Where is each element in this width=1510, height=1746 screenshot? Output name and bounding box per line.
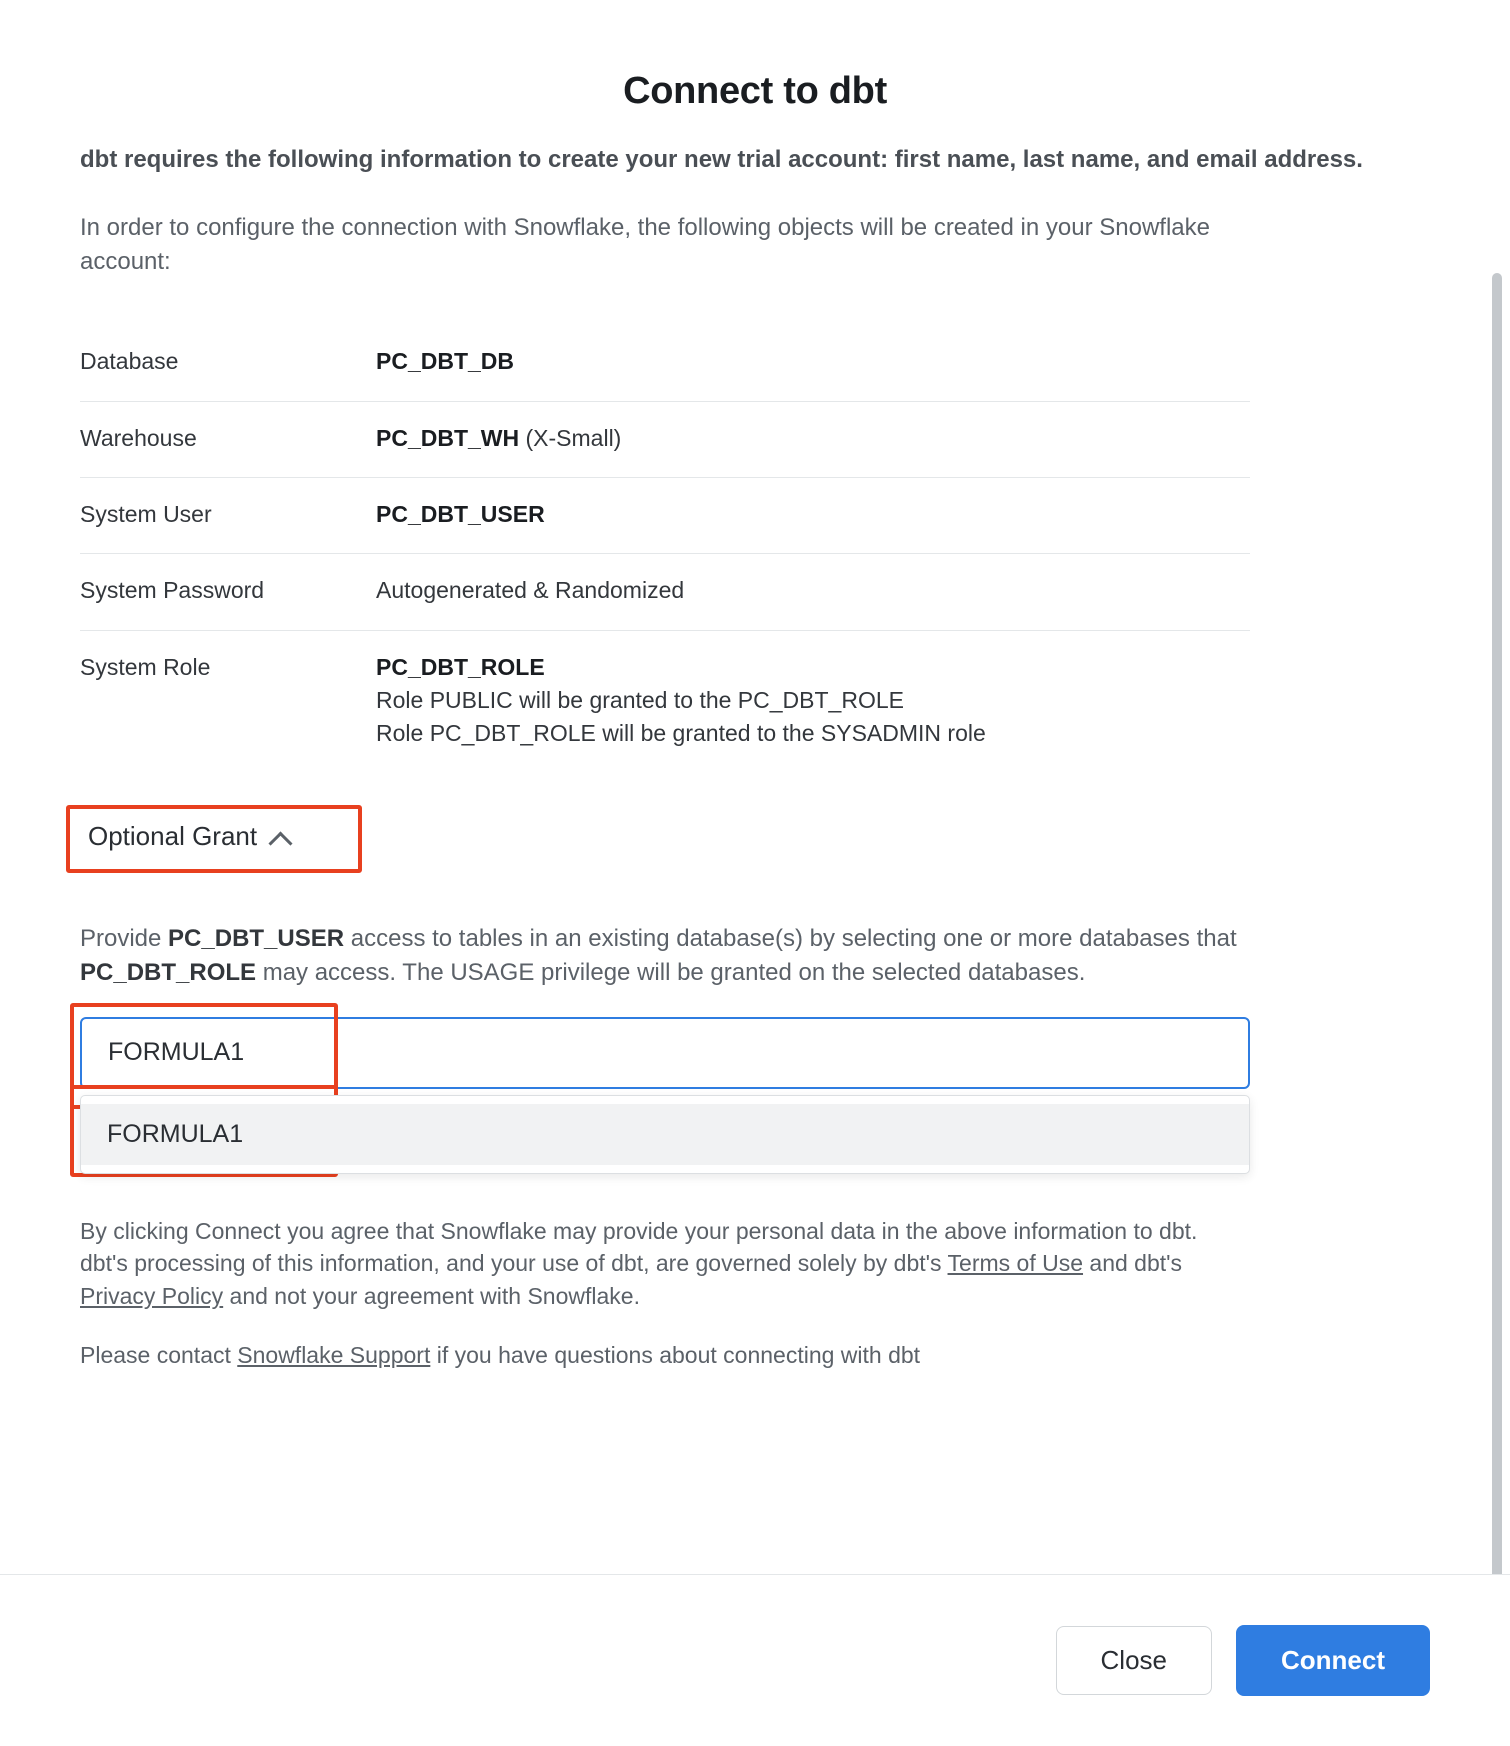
database-select-value: FORMULA1 (108, 1038, 245, 1067)
optional-grant-section (78, 811, 305, 862)
grant-desc-part1: Provide (80, 924, 169, 952)
grant-desc-role: PC_DBT_ROLE (80, 959, 257, 987)
objects-table (80, 325, 1250, 772)
table-row (80, 630, 1250, 773)
intro-requirements: dbt requires the following information to create your new trial account: first name, last name, and email address. (80, 146, 1363, 173)
connect-button[interactable]: Connect (1236, 1625, 1430, 1696)
dialog-footer (0, 1574, 1510, 1746)
legal-line2-pre: Please contact (80, 1341, 238, 1368)
row-value-line2: Role PUBLIC will be granted to the PC_DBT_ROLE (376, 686, 904, 713)
optional-grant-label: Optional Grant (88, 820, 258, 851)
row-value-strong: PC_DBT_USER (376, 500, 545, 527)
grant-desc-part2: access to tables in an existing database(s) by selecting one or more databases that (344, 924, 1237, 952)
dropdown-option-formula1[interactable]: FORMULA1 (81, 1104, 1249, 1165)
row-value (376, 401, 1250, 477)
grant-desc-part3: may access. The USAGE privilege will be granted on the selected databases. (256, 959, 1086, 987)
row-label: Database (80, 325, 376, 401)
legal-line1-pre: By clicking Connect you agree that Snowflake may provide your personal data in the above information to dbt. dbt's processing of this information, and your use of dbt, are governed solely by dbt's (80, 1217, 1198, 1277)
row-label: System Password (80, 554, 376, 630)
page-title: Connect to dbt (623, 70, 887, 112)
optional-grant-toggle[interactable] (78, 811, 305, 862)
row-value: Autogenerated & Randomized (376, 554, 1250, 630)
row-value (376, 325, 1250, 401)
row-value-rest: (X-Small) (519, 424, 622, 451)
row-value-line3: Role PC_DBT_ROLE will be granted to the SYSADMIN role (376, 720, 986, 747)
scrollbar-thumb[interactable] (1492, 273, 1502, 1574)
chevron-up-icon (271, 829, 291, 849)
row-label: System User (80, 477, 376, 553)
database-select-wrapper (80, 1017, 1250, 1148)
optional-grant-description (80, 922, 1260, 991)
row-value-strong: PC_DBT_DB (376, 348, 515, 375)
privacy-policy-link[interactable]: Privacy Policy (80, 1283, 224, 1310)
database-dropdown (80, 1095, 1250, 1174)
row-label: Warehouse (80, 401, 376, 477)
table-row (80, 477, 1250, 553)
legal-paragraph-2 (80, 1339, 1250, 1372)
legal-text (80, 1215, 1250, 1372)
table-row (80, 401, 1250, 477)
intro-description: In order to configure the connection with Snowflake, the following objects will be created in your Snowflake account: (80, 214, 1210, 276)
row-value (376, 477, 1250, 553)
database-select-input[interactable] (80, 1017, 1250, 1089)
snowflake-support-link[interactable]: Snowflake Support (237, 1341, 431, 1368)
terms-of-use-link[interactable]: Terms of Use (947, 1250, 1084, 1277)
close-button[interactable]: Close (1056, 1626, 1212, 1695)
row-label: System Role (80, 653, 211, 680)
grant-desc-user: PC_DBT_USER (168, 924, 345, 952)
dialog-body (0, 143, 1510, 1574)
table-row (80, 325, 1250, 401)
row-value-strong: PC_DBT_ROLE (376, 653, 545, 680)
legal-line2-post: if you have questions about connecting with dbt (430, 1341, 921, 1368)
row-value (376, 630, 1250, 773)
legal-line1-mid: and dbt's (1083, 1250, 1183, 1277)
table-row (80, 554, 1250, 630)
legal-paragraph-1 (80, 1215, 1250, 1313)
legal-line1-post: and not your agreement with Snowflake. (223, 1283, 640, 1310)
row-value-strong: PC_DBT_WH (376, 424, 520, 451)
